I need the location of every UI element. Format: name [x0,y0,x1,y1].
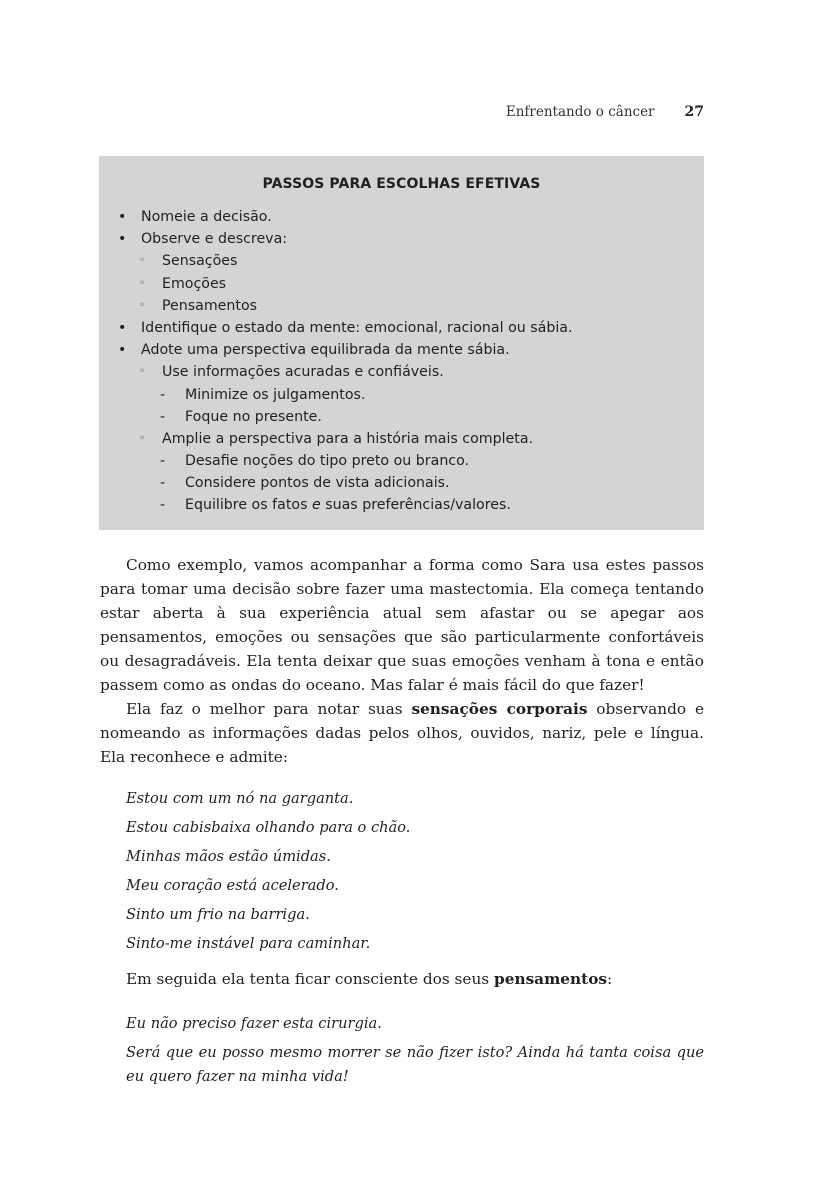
list-item: • Identifique o estado da mente: emocional, racional ou sábia. [99,317,704,339]
sensations-list [126,784,706,958]
list-item: - Desafie noções do tipo preto ou branco. [99,450,704,472]
paragraph-text: observando e nomeando as informações dadas pelos olhos, ouvidos, nariz, pele e língua. Ela reconhece e admite: [100,700,704,767]
list-item: - Equilibre os fatos e suas preferências/valores. [99,494,704,516]
dash-bullet-icon: - [160,386,166,403]
dash-bullet-icon: - [160,408,166,425]
list-item: • Observe e descreva: [99,228,704,250]
thoughts-list [126,1009,706,1089]
paragraph-thoughts [126,970,612,988]
list-item: - Considere pontos de vista adicionais. [99,472,704,494]
bullet-icon: • [118,209,127,225]
quote-line: Estou cabisbaixa olhando para o chão. [126,819,411,836]
list-item: ◦ Emoções [99,273,704,295]
circle-bullet-icon: ◦ [139,255,145,267]
bullet-icon: • [118,342,127,359]
circle-bullet-icon: ◦ [139,299,145,311]
list-item: • Nomeie a decisão. [99,206,704,228]
dash-bullet-icon: - [160,497,166,514]
list-item: • Adote uma perspectiva equilibrada da mente sábia. [99,339,704,361]
dash-bullet-icon: - [160,453,166,470]
quote-line: Sinto-me instável para caminhar. [126,935,371,952]
quote-line: Será que eu posso mesmo morrer se não fizer isto? Ainda há tanta coisa que eu quero fazer na minha vida! [126,1044,704,1085]
paragraph-text: Em seguida ela tenta ficar consciente dos seus [126,970,495,988]
quote-line: Minhas mãos estão úmidas. [126,848,331,865]
circle-bullet-icon: ◦ [139,432,145,444]
dash-bullet-icon: - [160,475,166,492]
circle-bullet-icon: ◦ [139,366,145,378]
running-header [506,104,704,120]
box-title: PASSOS PARA ESCOLHAS EFETIVAS [262,176,541,192]
list-item: - Minimize os julgamentos. [99,384,704,406]
list-item: ◦ Use informações acuradas e confiáveis. [99,361,704,383]
quote-line: Sinto um frio na barriga. [126,906,310,923]
steps-box [99,156,704,530]
steps-list [99,206,704,517]
bullet-icon: • [118,319,127,336]
paragraph-text: Como exemplo, vamos acompanhar a forma como Sara usa estes passos para tomar uma decisão sobre fazer uma mastectomia. Ela começa tentando estar aberta à sua experiência atual sem afastar ou se apegar aos pensamentos, emoções ou sensações que são particularmente confortáveis ou desagradáveis. Ela tenta deixar que suas emoções venham à tona e então passem como as ondas do oceano. Mas falar é mais fácil do que fazer! [100,556,704,695]
emphasis-term: pensamentos [494,970,608,988]
circle-bullet-icon: ◦ [139,277,145,289]
paragraph-text: Ela faz o melhor para notar suas [126,700,412,718]
paragraph-text: : [607,970,613,988]
paragraph-intro [100,553,704,698]
paragraph-sensations [100,697,704,769]
list-item: ◦ Amplie a perspectiva para a história mais completa. [99,428,704,450]
emphasis-term: sensações corporais [411,700,588,718]
quote-line: Estou com um nó na garganta. [126,790,354,807]
page-number: 27 [684,104,704,120]
list-item: ◦ Pensamentos [99,295,704,317]
list-item: ◦ Sensações [99,250,704,272]
list-item: - Foque no presente. [99,406,704,428]
running-title: Enfrentando o câncer [505,104,655,120]
quote-line: Eu não preciso fazer esta cirurgia. [126,1015,382,1032]
quote-line: Meu coração está acelerado. [126,877,339,894]
bullet-icon: • [118,231,127,248]
